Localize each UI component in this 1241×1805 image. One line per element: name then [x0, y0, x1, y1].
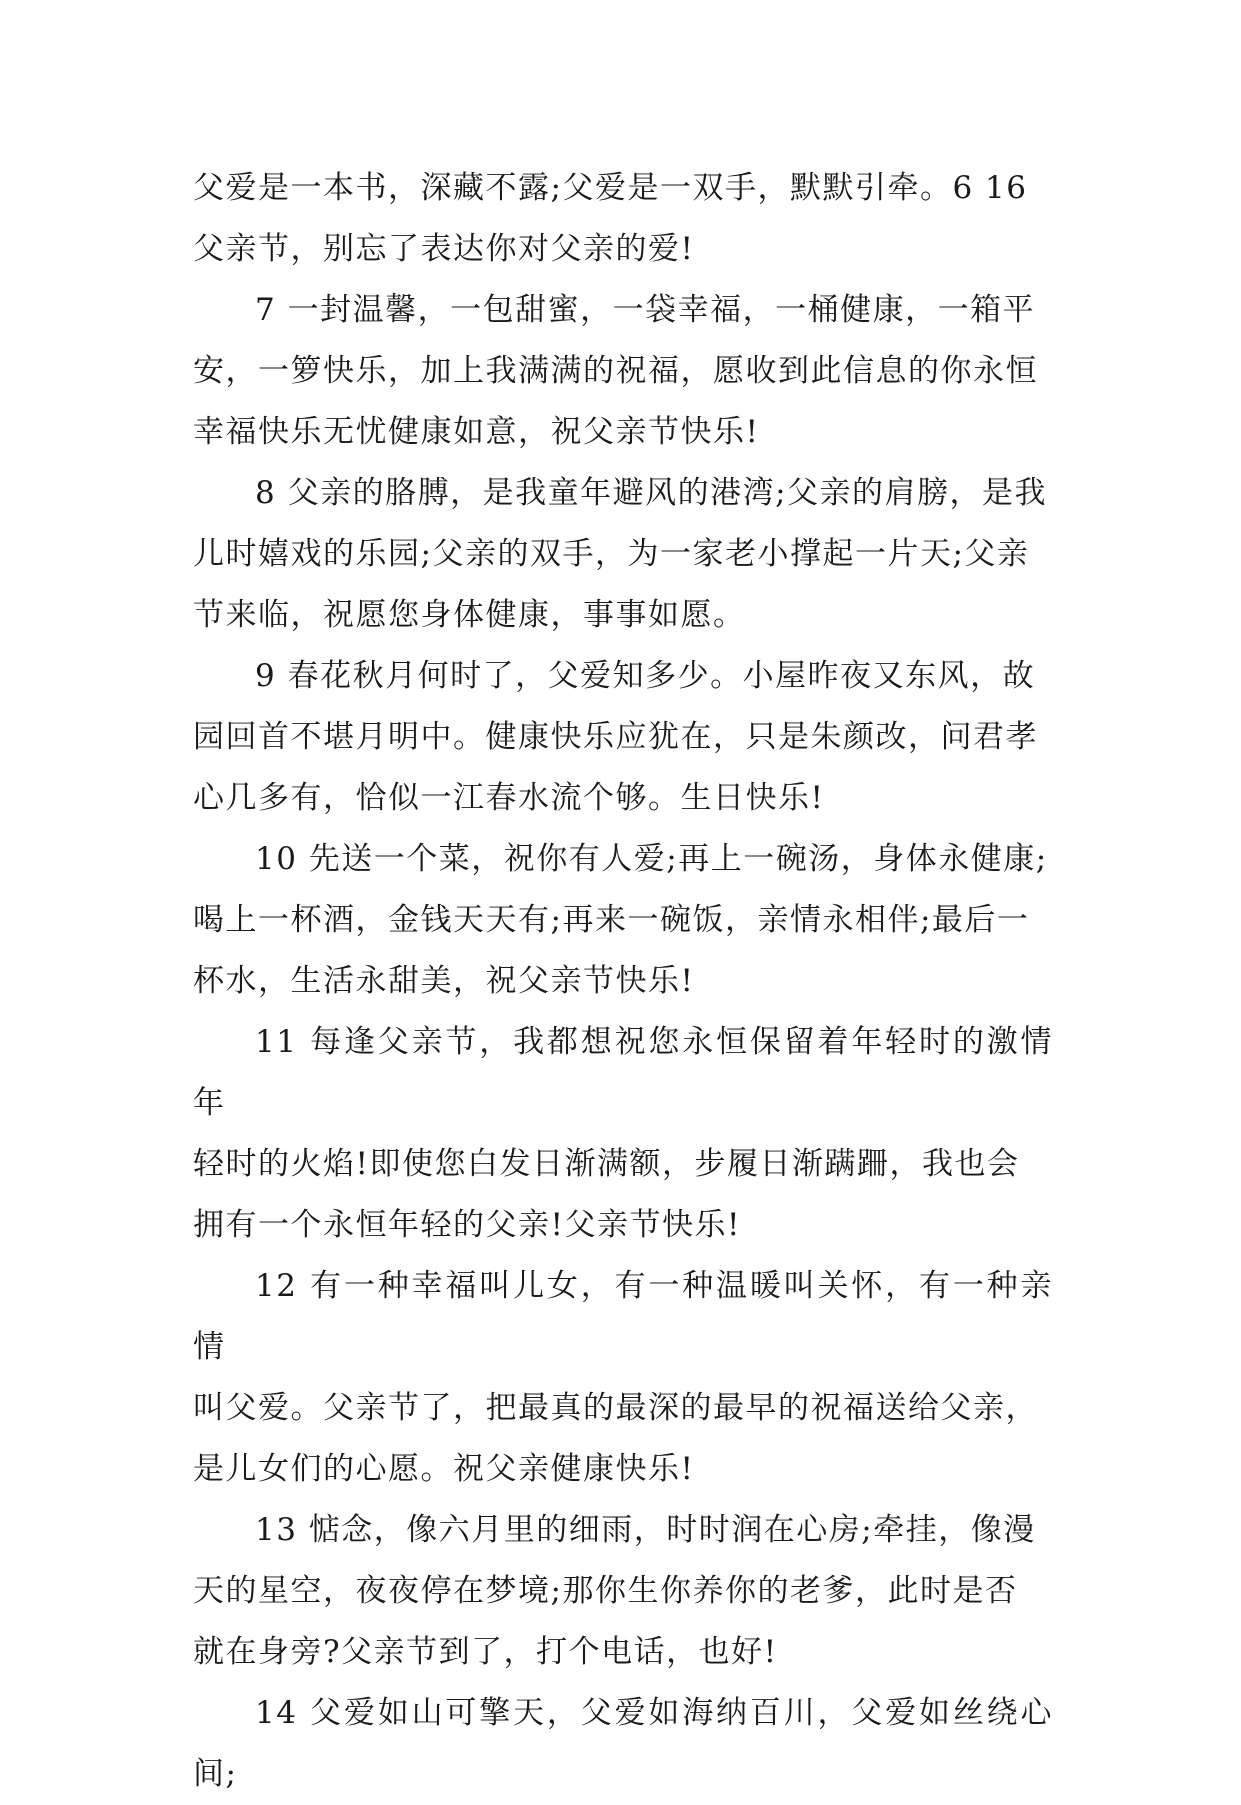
paragraph-8: 8 父亲的胳膊，是我童年避风的港湾;父亲的肩膀，是我 儿时嬉戏的乐园;父亲的双手，为一家老小撑起一片天;父亲 节来临，祝愿您身体健康，事事如愿。 — [193, 475, 1048, 633]
paragraph-10: 10 先送一个菜，祝你有人爱;再上一碗汤，身体永健康; 喝上一杯酒，金钱天天有;再来一碗饭，亲情永相伴;最后一 杯水，生活永甜美，祝父亲节快乐! — [193, 841, 1048, 999]
paragraph-13: 13 惦念，像六月里的细雨，时时润在心房;牵挂，像漫 天的星空，夜夜停在梦境;那你生你养你的老爹，此时是否 就在身旁?父亲节到了，打个电话，也好! — [193, 1512, 1036, 1670]
document-body — [193, 158, 1053, 1805]
paragraph-14: 14 父爱如山可擎天，父爱如海纳百川，父爱如丝绕心间; — [193, 1695, 1053, 1792]
paragraph-11: 11 每逢父亲节，我都想祝您永恒保留着年轻时的激情年 轻时的火焰!即使您白发日渐满额，步履日渐蹒跚，我也会 拥有一个永恒年轻的父亲!父亲节快乐! — [193, 1024, 1053, 1243]
paragraph-intro: 父爱是一本书，深藏不露;父爱是一双手，默默引牵。6 16 父亲节，别忘了表达你对父亲的爱! — [193, 170, 1028, 267]
paragraph-12: 12 有一种幸福叫儿女，有一种温暖叫关怀，有一种亲情 叫父爱。父亲节了，把最真的最深的最早的祝福送给父亲， 是儿女们的心愿。祝父亲健康快乐! — [193, 1268, 1053, 1487]
paragraph-9: 9 春花秋月何时了，父爱知多少。小屋昨夜又东风，故 园回首不堪月明中。健康快乐应犹在，只是朱颜改，问君孝 心几多有，恰似一江春水流个够。生日快乐! — [193, 658, 1038, 816]
paragraph-7: 7 一封温馨，一包甜蜜，一袋幸福，一桶健康，一箱平 安，一箩快乐，加上我满满的祝福，愿收到此信息的你永恒 幸福快乐无忧健康如意，祝父亲节快乐! — [193, 292, 1038, 450]
